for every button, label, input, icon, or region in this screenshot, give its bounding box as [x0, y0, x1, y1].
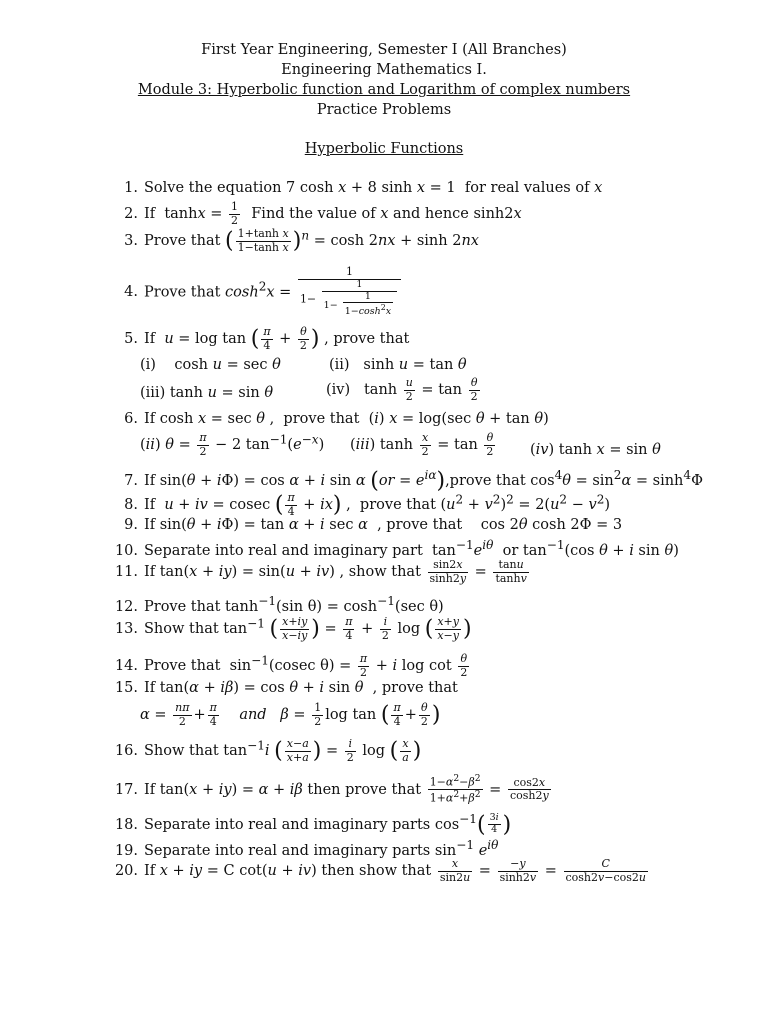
problem-2: 2. If tanhx = $\frac{1}{2}$ Find the value of x and hence sinh2x: [124, 200, 522, 227]
problem-5: 5. If u = log tan ( $\frac{\pi}{4}$ + $\frac{\theta}{2}$ ) , prove that: [124, 325, 410, 352]
section-title: Hyperbolic Functions: [304, 141, 464, 157]
document-header: [0, 40, 768, 120]
problem-5-part-iii: (iii) tanh u = sin θ: [140, 385, 274, 401]
problem-9: 9. If sin(θ + iΦ) = tan α + i sec α , prove that cos 2θ cosh 2Φ = 3: [124, 517, 623, 533]
problem-18: 18. Separate into real and imaginary parts $\cos^{-1}$( $\frac{3i}{4}$ ): [114, 812, 512, 838]
problem-7: 7. If sin(θ + iΦ) = cos α + i sin α $(or = e^{i\alpha}),prove$ that $\cos^4\theta = \sin^2\alpha = \sinh^4\Phi$: [124, 468, 703, 494]
problem-16: 16. Show that $\tan^{-1}i$ ( $\frac{x-a}{x+a}$ ) = $\frac{i}{2}$ log ( $\frac{x}{a}$ ): [114, 737, 422, 764]
problem-1: 1. Solve the equation 7 cosh x + 8 sinh x = 1 for real values of x: [124, 180, 603, 196]
problem-6-part-ii: (ii) θ = $\frac{\pi}{2}$ − 2 $\tan^{-1}(e^{-x})$: [140, 431, 325, 458]
header-line-module: Module 3: Hyperbolic function and Logarithm of complex numbers: [137, 82, 631, 98]
header-line-practice: Practice Problems: [316, 102, 452, 118]
problem-5-part-iv: (iv) tanh $\frac{u}{2}$ = tan $\frac{\theta}{2}$: [326, 376, 478, 403]
problem-5-part-ii: (ii) sinh u = tan θ: [329, 357, 467, 373]
problem-11: 11. If tan(x + iy) = sin(u + iv) , show that $\frac{\sin 2x}{\sinh 2y}$ = $\frac{\tan u}{\tanh v}$: [114, 558, 527, 585]
problem-6-part-iii: (iii) tanh $\frac{x}{2}$ = tan $\frac{\theta}{2}$: [350, 431, 494, 458]
problem-14: 14. Prove that $\sin^{-1}(cosec$ θ) = $\frac{\pi}{2}$ + i log cot $\frac{\theta}{2}$: [114, 652, 468, 679]
problem-6: 6. If cosh x = sec θ , prove that (i) x = log(sec θ + tan θ): [124, 411, 549, 427]
problem-13: 13. Show that $\tan^{-1}$ ( $\frac{x+iy}{x-iy}$ ) = $\frac{\pi}{4}$ + $\frac{i}{2}$ log ( $\frac{x+y}{x-y}$ ): [114, 615, 472, 642]
problem-19: 19. Separate into real and imaginary parts $\sin^{-1} e^{i\theta}$: [114, 838, 499, 859]
problem-12: 12. Prove that $\tanh^{-1}(\sin$ $\theta) = \cosh^{-1}(\sec$ θ): [114, 594, 444, 615]
problem-3: 3. Prove that ( $\frac{\text{1+tanh x}}{\text{1−tanh x}}$ )$^n$ = cosh 2nx + sinh 2nx: [124, 227, 479, 254]
problem-10: 10. Separate into real and imaginary part $\tan^{-1}e^{i\theta}$ or $\tan^{-1}(\cos$ θ + i sin θ): [114, 538, 679, 559]
problem-15-result: α = $\frac{n\pi}{2}$ + $\frac{\pi}{4}$ and β = $\frac{1}{2}$ log tan ( $\frac{\pi}{4}$ + $\frac{\theta}{2}$ ): [140, 701, 441, 728]
problem-4: 4. Prove that $\cosh^2x$ = 1 1− 1 1− $\frac{1}{1-\cosh^2x}$: [108, 266, 403, 319]
problem-6-part-iv: (iv) tanh x = sin θ: [530, 442, 661, 458]
header-line-subject: Engineering Mathematics I.: [281, 62, 487, 78]
problem-15: 15. If tan(α + iβ) = cos θ + i sin θ , prove that: [114, 680, 458, 696]
problem-17: 17. If tan(x + iy) = α + iβ then prove that $\frac{1-\alpha^2-\beta^2}{1+\alpha^2+\beta^2}$ = $\frac{\cos 2x}{\cosh 2y}$: [114, 773, 549, 805]
problem-5-part-i: (i) cosh u = sec θ: [140, 357, 281, 373]
problem-20: 20. If x + iy = C cot(u + iv) then show that $\frac{x}{\sin 2u}$ = $\frac{-y}{\sinh 2v}$ = $\frac{C}{\cosh 2v-\cos 2u}$: [114, 857, 646, 884]
problem-8: 8. If u + iv = cosec ( $\frac{\pi}{4}$ + ix) , prove that $(u^2 + v^2)^2 = 2(u^2 - v^2)$: [124, 491, 611, 518]
header-line-course: First Year Engineering, Semester I (All Branches): [201, 42, 567, 58]
